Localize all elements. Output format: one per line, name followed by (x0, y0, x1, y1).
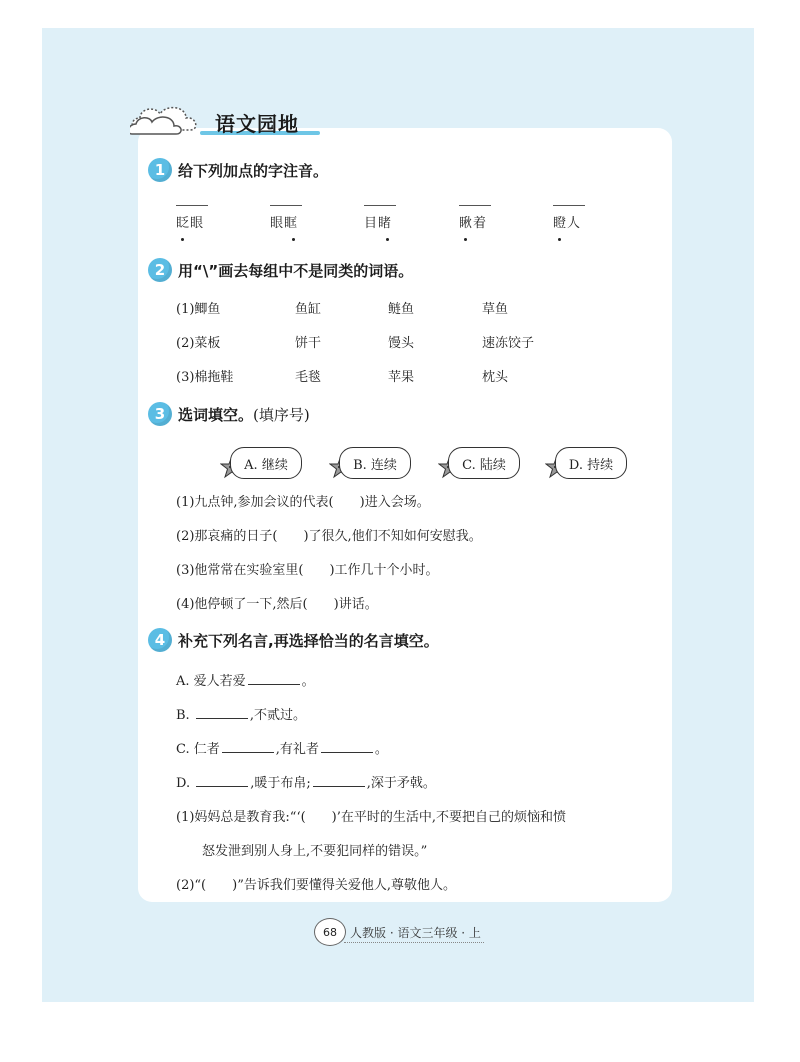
fill-sentence-continued: 怒发泄到别人身上,不要犯同样的错误。” (202, 844, 428, 859)
word: 目睹 (364, 216, 393, 231)
quote-a (176, 670, 315, 689)
question-number-badge: 2 (148, 258, 172, 282)
question-title: 补充下列名言,再选择恰当的名言填空。 (178, 631, 439, 650)
question-subtitle: (填序号) (253, 405, 310, 424)
word-group-label: (1)鲫鱼 (176, 302, 221, 317)
fill-sentence: (2)“( )”告诉我们要懂得关爱他人,尊敬他人。 (176, 878, 456, 893)
quote-text: ,深于矛戟。 (366, 776, 436, 791)
answer-blank[interactable] (196, 774, 248, 787)
quote-text: ,不贰过。 (249, 708, 306, 723)
question-title (178, 404, 310, 425)
word-option[interactable]: 鲢鱼 (388, 302, 415, 317)
quote-text: A. 爱人若爱 (176, 674, 246, 689)
fill-sentence: (2)那哀痛的日子( )了很久,他们不知如何安慰我。 (176, 529, 482, 544)
section-title: 语文园地 (215, 112, 299, 136)
answer-blank[interactable] (321, 740, 373, 753)
pinyin-blank[interactable] (176, 205, 208, 206)
word: 眼眶 (270, 216, 299, 231)
page-footer (300, 918, 500, 948)
word-option[interactable]: 速冻饺子 (482, 336, 535, 351)
word: 瞪人 (553, 216, 582, 231)
word-group-row (176, 298, 508, 317)
question-3-header (148, 402, 310, 426)
word-option[interactable]: 馒头 (388, 336, 415, 351)
quote-text: 。 (374, 742, 388, 757)
word: 瞅着 (459, 216, 488, 231)
pinyin-item (176, 205, 236, 231)
question-2-header (148, 258, 413, 282)
emphasis-dot (292, 238, 295, 241)
footer-divider (344, 942, 484, 943)
fill-sentence: (3)他常常在实验室里( )工作几十个小时。 (176, 563, 439, 578)
quote-text: 。 (301, 674, 315, 689)
word-group-row (176, 366, 508, 385)
choice-label: C. 陆续 (448, 447, 520, 479)
question-1-header (148, 158, 328, 182)
word-option[interactable]: 枕头 (482, 370, 509, 385)
word: 眨眼 (176, 216, 205, 231)
quote-text: ,有礼者 (275, 742, 319, 757)
fill-sentence: (1)妈妈总是教育我:“‘( )’在平时的生活中,不要把自己的烦恼和愤 (176, 810, 566, 825)
pinyin-item (553, 205, 613, 231)
emphasis-dot (181, 238, 184, 241)
answer-blank[interactable] (313, 774, 365, 787)
page-number: 68 (314, 918, 346, 946)
question-4-header (148, 628, 439, 652)
pinyin-item (270, 205, 330, 231)
word-group-label: (2)菜板 (176, 336, 221, 351)
emphasis-dot (464, 238, 467, 241)
fill-sentence: (1)九点钟,参加会议的代表( )进入会场。 (176, 495, 430, 510)
book-edition: 人教版 · 语文三年级 · 上 (350, 926, 481, 940)
answer-blank[interactable] (222, 740, 274, 753)
word-option[interactable]: 毛毯 (295, 370, 322, 385)
quote-d (176, 772, 436, 791)
word-option[interactable]: 苹果 (388, 370, 415, 385)
word-group-row (176, 332, 534, 351)
word-group-label: (3)棉拖鞋 (176, 370, 234, 385)
question-number-badge: 3 (148, 402, 172, 426)
quote-text: B. (176, 708, 190, 723)
choice-label: B. 连续 (339, 447, 411, 479)
word-option[interactable]: 草鱼 (482, 302, 509, 317)
pinyin-item (459, 205, 519, 231)
quote-text: C. 仁者 (176, 742, 220, 757)
question-title: 给下列加点的字注音。 (178, 161, 329, 180)
question-title-text: 选词填空。 (178, 405, 254, 424)
quote-text: D. (176, 776, 191, 791)
pinyin-blank[interactable] (553, 205, 585, 206)
answer-blank[interactable] (248, 672, 300, 685)
pinyin-blank[interactable] (270, 205, 302, 206)
word-option[interactable]: 饼干 (295, 336, 322, 351)
quote-c (176, 738, 388, 757)
question-number-badge: 4 (148, 628, 172, 652)
word-option[interactable]: 鱼缸 (295, 302, 322, 317)
choice-label: D. 持续 (555, 447, 627, 479)
question-title: 用“\”画去每组中不是同类的词语。 (178, 261, 414, 280)
pinyin-item (364, 205, 424, 231)
emphasis-dot (386, 238, 389, 241)
pinyin-blank[interactable] (364, 205, 396, 206)
emphasis-dot (558, 238, 561, 241)
pinyin-blank[interactable] (459, 205, 491, 206)
answer-blank[interactable] (196, 706, 248, 719)
quote-text: ,暖于布帛; (250, 776, 311, 791)
choice-label: A. 继续 (230, 447, 302, 479)
question-number-badge: 1 (148, 158, 172, 182)
quote-b (176, 704, 306, 723)
fill-sentence: (4)他停顿了一下,然后( )讲话。 (176, 597, 378, 612)
